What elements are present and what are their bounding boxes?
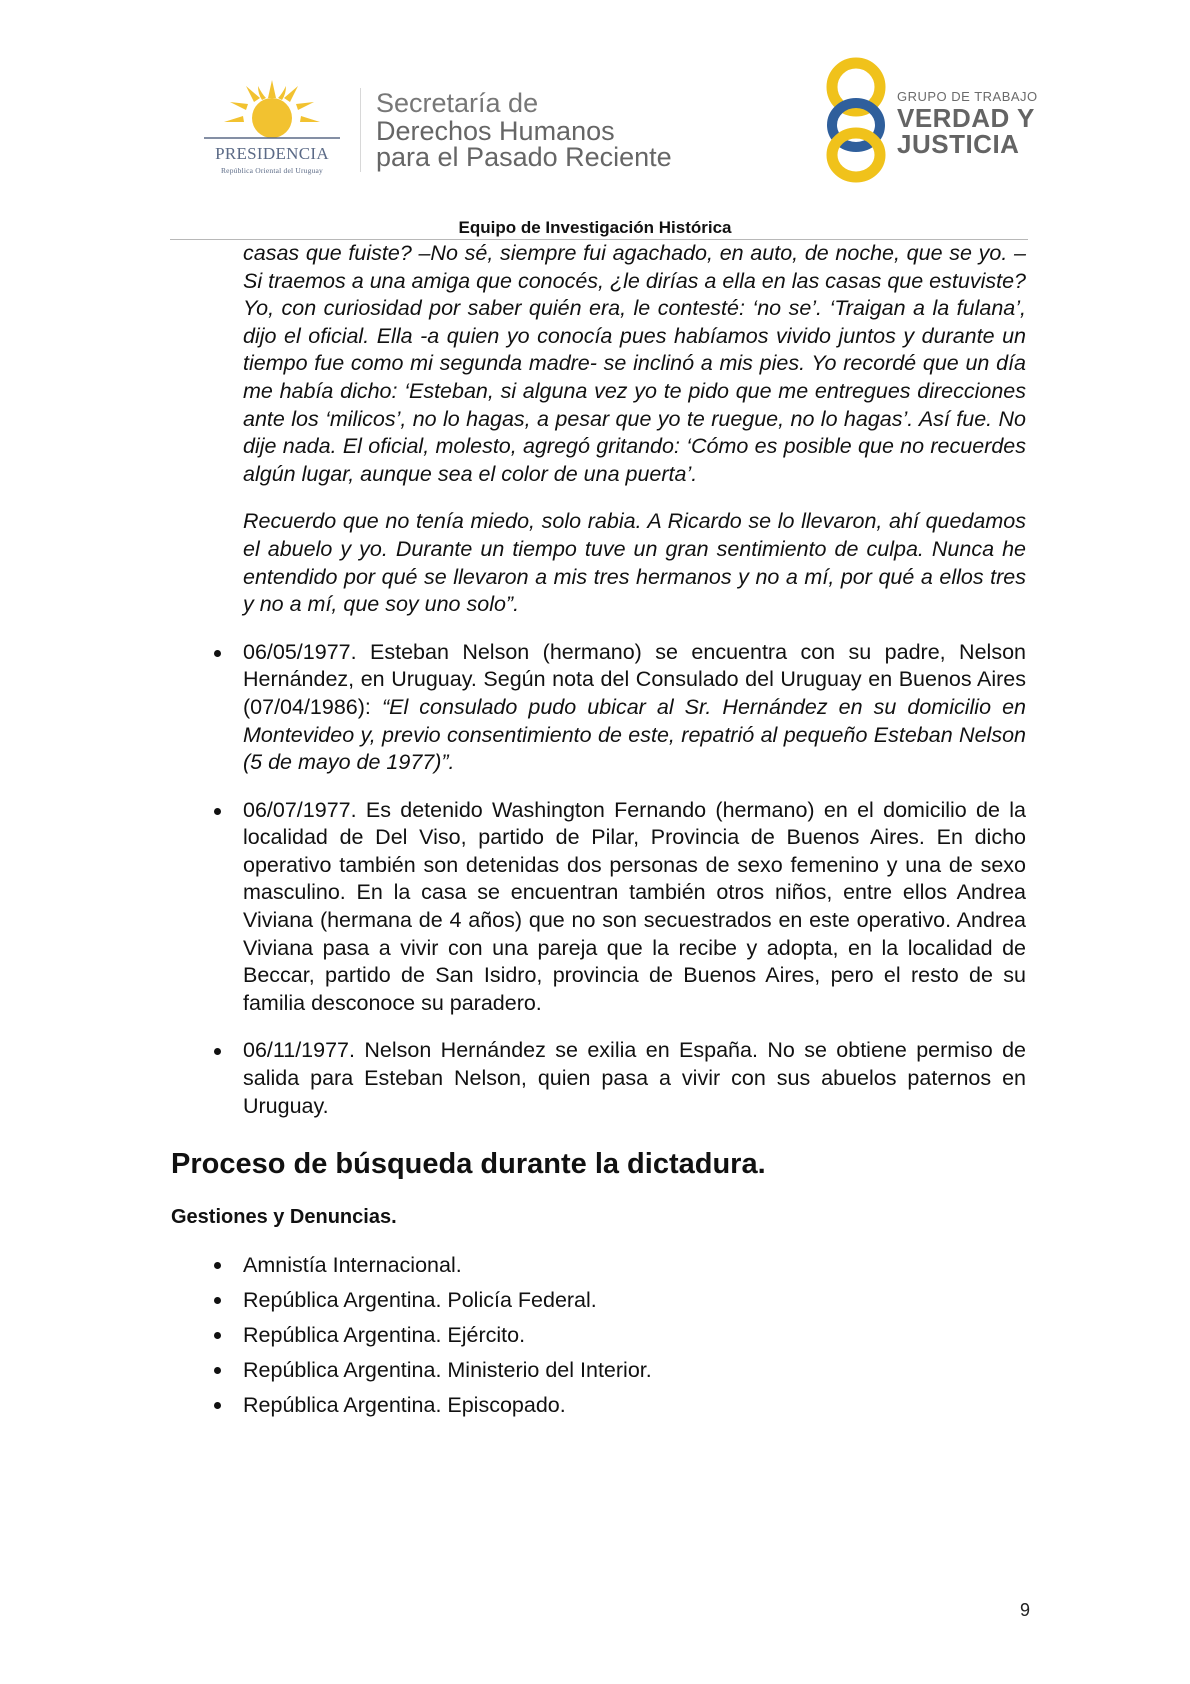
secretaria-line-3: para el Pasado Reciente	[376, 142, 672, 172]
bullet-icon	[214, 650, 221, 657]
list-item	[171, 1388, 1026, 1423]
bullet-icon	[214, 1262, 221, 1269]
bullet-icon	[214, 1332, 221, 1339]
vj-title-line-1: VERDAD Y	[897, 103, 1035, 133]
list-item	[171, 797, 1026, 1018]
presidencia-logo	[196, 78, 348, 178]
events-list	[171, 639, 1026, 1121]
list-item	[171, 1283, 1026, 1318]
interlocked-rings-icon	[822, 55, 892, 185]
presidencia-wordmark: PRESIDENCIA	[215, 144, 329, 163]
event-text: 06/07/1977. Es detenido Washington Fernando (hermano) en el domicilio de la localidad de Del Viso, partido de Pilar, Provincia de Buenos Aires. En dicho operativo también son detenidas dos personas de sexo femenino y una de sexo masculino. En la casa se encuentran también otros niños, entre ellos Andrea Viviana (hermana de 4 años) que no son secuestrados en este operativo. Andrea Viviana pasa a vivir con una pareja que la recibe y adopta, en la localidad de Beccar, partido de San Isidro, provincia de Buenos Aires, pero el resto de su familia desconoce su paradero.	[243, 797, 1026, 1015]
bullet-icon	[214, 1367, 221, 1374]
quote-paragraph: Recuerdo que no tenía miedo, solo rabia. A Ricardo se lo llevaron, ahí quedamos el abuelo y yo. Durante un tiempo tuve un gran sentimiento de culpa. Nunca he entendido por qué se llevaron a mis tres hermanos y no a mí, por qué a ellos tres y no a mí, que soy uno solo”.	[243, 509, 1026, 617]
list-item	[171, 1353, 1026, 1388]
testimony-quote	[243, 240, 1026, 619]
event-text: 06/11/1977. Nelson Hernández se exilia en España. No se obtiene permiso de salida para Esteban Nelson, quien pasa a vivir con sus abuelos paternos en Uruguay.	[243, 1038, 1026, 1118]
vj-group-label: GRUPO DE TRABAJO	[897, 89, 1038, 104]
quote-paragraph: casas que fuiste? –No sé, siempre fui agachado, en auto, de noche, que se yo. –Si traemos a una amiga que conocés, ¿le dirías a ella en las casas que estuviste? Yo, con curiosidad por saber quién era, le contesté: ‘no se’. ‘Traigan a la fulana’, dijo el oficial. Ella -a quien yo conocía pues habíamos vivido juntos y durante un tiempo fue como mi segunda madre- se inclinó a mis pies. Yo recordé que un día me había dicho: ‘Esteban, si alguna vez yo te pido que me entregues direcciones ante los ‘milicos’, no lo hagas, a pesar que yo te ruegue, no lo hagas’. Así fue. No dije nada. El oficial, molesto, agregó gritando: ‘Cómo es posible que no recuerdes algún lugar, aunque sea el color de una puerta’.	[243, 241, 1026, 486]
bullet-icon	[214, 1402, 221, 1409]
verdad-justicia-logo	[822, 55, 1038, 185]
vj-title	[897, 105, 1035, 157]
list-item	[171, 639, 1026, 777]
section-heading: Proceso de búsqueda durante la dictadura.	[171, 1148, 766, 1181]
gestiones-list	[171, 1248, 1026, 1423]
team-title: Equipo de Investigación Histórica	[458, 218, 732, 237]
secretaria-line-1: Secretaría de	[376, 88, 539, 118]
logo-divider	[360, 88, 361, 172]
presidencia-subtitle: República Oriental del Uruguay	[220, 166, 323, 175]
gestion-text: Amnistía Internacional.	[243, 1253, 462, 1278]
document-body	[171, 240, 1026, 1423]
bullet-icon	[214, 808, 221, 815]
list-item	[171, 1037, 1026, 1120]
page-header	[0, 0, 1190, 240]
subsection-heading: Gestiones y Denuncias.	[171, 1206, 397, 1229]
event-text: 06/05/1977. Esteban Nelson (hermano) se encuentra con su padre, Nelson Hernández, en Uruguay. Según nota del Consulado del Uruguay en Buenos Aires (07/04/1986):	[243, 639, 1026, 719]
gestion-text: República Argentina. Ejército.	[243, 1323, 526, 1348]
event-quote: “El consulado pudo ubicar al Sr. Hernández en su domicilio en Montevideo y, previo consentimiento de este, repatrió al pequeño Esteban Nelson (5 de mayo de 1977)”.	[243, 694, 1027, 775]
bullet-icon	[214, 1048, 221, 1055]
list-item	[171, 1318, 1026, 1353]
gestion-text: República Argentina. Ministerio del Interior.	[243, 1358, 652, 1383]
sun-emblem-icon	[196, 78, 348, 144]
secretaria-logo	[376, 88, 672, 170]
bullet-icon	[214, 1297, 221, 1304]
list-item	[171, 1248, 1026, 1283]
gestion-text: República Argentina. Policía Federal.	[243, 1288, 597, 1313]
vj-title-line-2: JUSTICIA	[897, 129, 1020, 159]
page-number: 9	[1019, 1600, 1030, 1620]
secretaria-line-2: Derechos Humanos	[376, 116, 615, 146]
gestion-text: República Argentina. Episcopado.	[243, 1393, 566, 1418]
